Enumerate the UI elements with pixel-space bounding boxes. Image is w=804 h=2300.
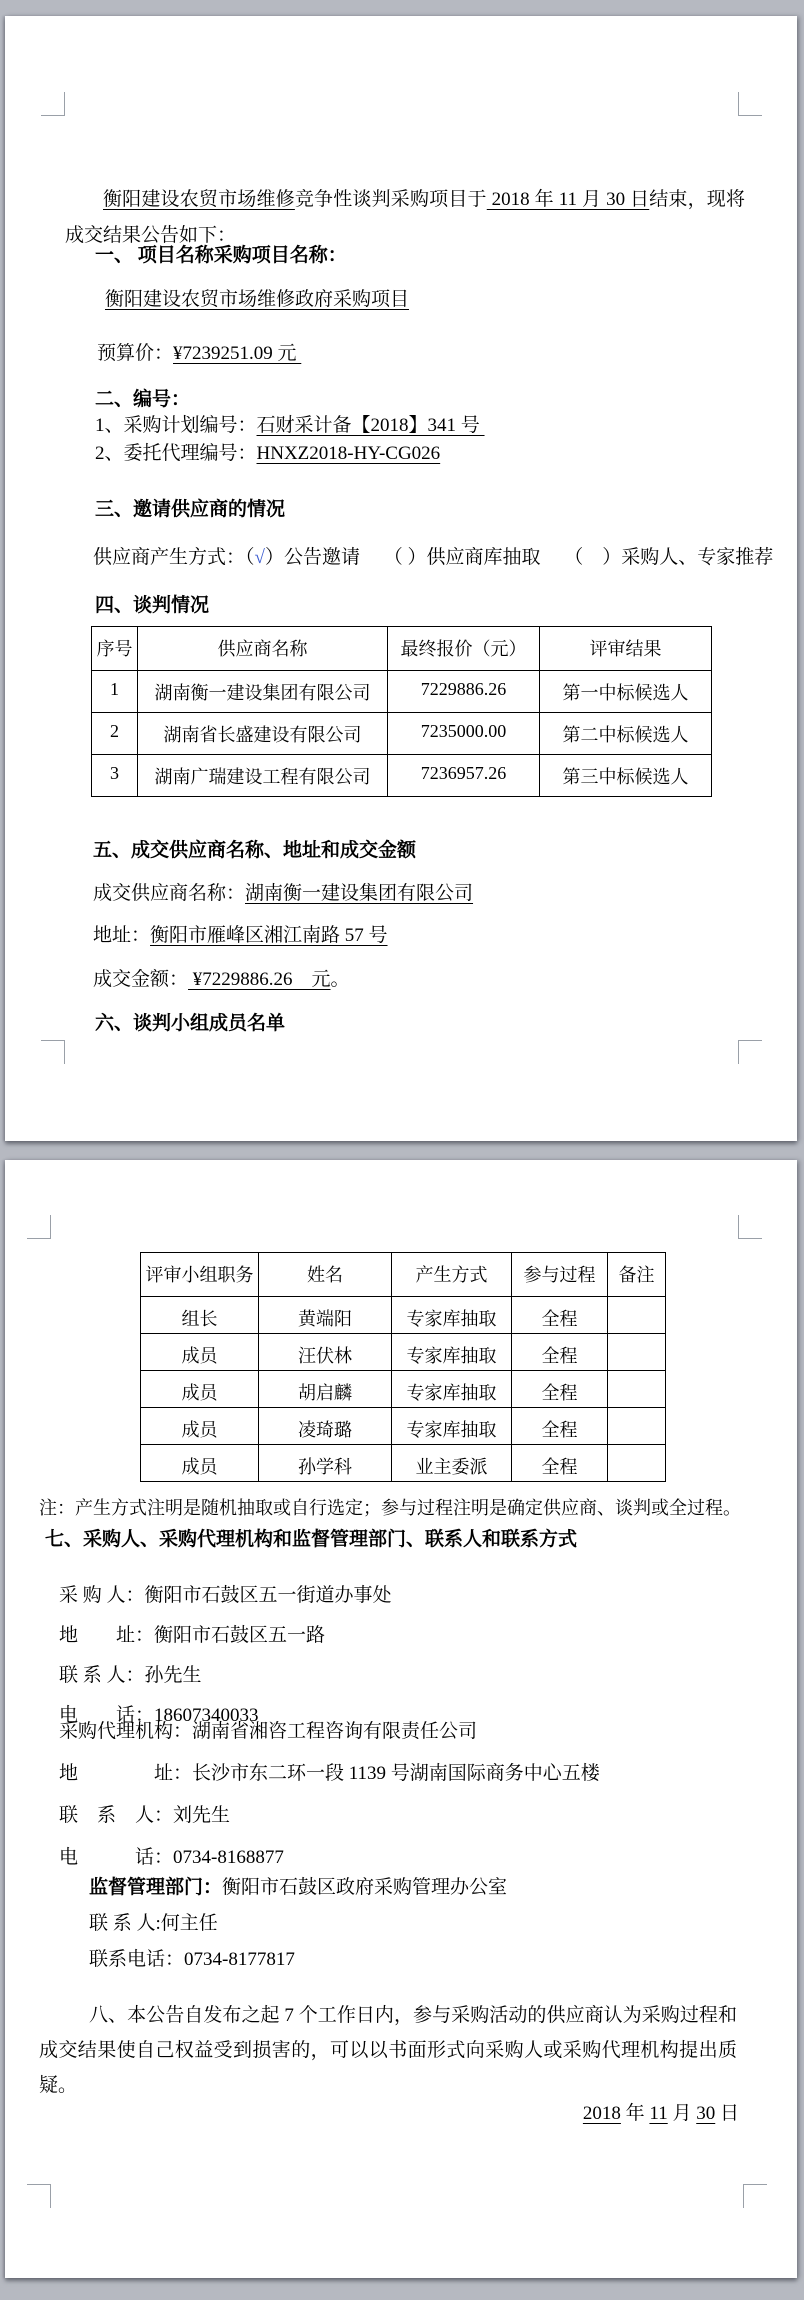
agency-phone-line: 电 话：0734-8168877 — [59, 1847, 284, 1868]
agency-number-value: HNXZ2018-HY-CG026 — [256, 443, 441, 464]
agency-name-line: 采购代理机构：湖南省湘咨工程咨询有限责任公司 — [59, 1721, 478, 1742]
table-cell: 组长 — [141, 1297, 259, 1334]
table-row — [141, 1297, 666, 1334]
table-cell: 凌琦璐 — [259, 1408, 392, 1445]
plan-number-value: 石财采计备【2018】341 号 — [256, 415, 485, 436]
column-header: 最终报价（元） — [388, 627, 540, 671]
table-cell: 7229886.26 — [388, 671, 540, 713]
table-row — [92, 713, 712, 755]
table-cell: 全程 — [512, 1334, 608, 1371]
supervisor-contact-line: 联 系 人:何主任 — [89, 1913, 218, 1934]
table-cell: 成员 — [141, 1408, 259, 1445]
date-year: 2018 — [582, 2103, 621, 2124]
table-cell: 专家库抽取 — [392, 1408, 512, 1445]
table-cell: 专家库抽取 — [392, 1371, 512, 1408]
table-cell: 1 — [92, 671, 138, 713]
intro-paragraph: 衡阳建设农贸市场维修竞争性谈判采购项目于 2018 年 11 月 30 日结束，现将成交结果公告如下： — [65, 189, 745, 246]
table-note: 注：产生方式注明是随机抽取或自行选定；参与过程注明是确定供应商、谈判或全过程。 — [39, 1498, 741, 1518]
table-cell — [608, 1408, 666, 1445]
end-date-inline: 2018 年 11 月 30 日 — [486, 189, 650, 210]
agency-number-line: 2、委托代理编号：HNXZ2018-HY-CG026 — [95, 443, 441, 464]
table-cell: 3 — [92, 755, 138, 797]
budget-value: ¥7239251.09 元 — [173, 343, 302, 364]
section1-heading: 一、 项目名称采购项目名称： — [95, 245, 347, 266]
table-cell: 全程 — [512, 1371, 608, 1408]
table-cell: 湖南广瑞建设工程有限公司 — [138, 755, 388, 797]
supervisor-value: 衡阳市石鼓区政府采购管理办公室 — [222, 1877, 508, 1898]
budget-line — [97, 342, 301, 366]
table-cell: 成员 — [141, 1445, 259, 1482]
project-name: 衡阳建设农贸市场维修政府采购项目 — [105, 289, 410, 310]
section6-heading: 六、谈判小组成员名单 — [95, 1013, 286, 1034]
crop-mark-bottom-left-icon — [41, 1040, 65, 1064]
crop-mark-top-right-icon — [738, 92, 762, 116]
section7-heading: 七、采购人、采购代理机构和监督管理部门、联系人和联系方式 — [45, 1529, 578, 1550]
table-cell: 第三中标候选人 — [540, 755, 712, 797]
crop-mark-top-left-icon — [41, 92, 65, 116]
buyer-name-line: 采 购 人：衡阳市石鼓区五一街道办事处 — [59, 1585, 392, 1606]
table-cell: 全程 — [512, 1445, 608, 1482]
crop-mark-top-right-icon — [738, 1215, 762, 1239]
plan-number-line: 1、采购计划编号：石财采计备【2018】341 号 — [95, 415, 485, 436]
document-page-2 — [5, 1160, 797, 2278]
column-header: 姓名 — [259, 1253, 392, 1297]
negotiation-result-table — [91, 626, 712, 797]
supervisor-label: 监督管理部门： — [89, 1877, 223, 1898]
section4-heading: 四、谈判情况 — [95, 595, 210, 616]
project-name-inline: 衡阳建设农贸市场维修 — [103, 189, 295, 210]
table-cell: 专家库抽取 — [392, 1334, 512, 1371]
table-row — [92, 755, 712, 797]
column-header: 评审结果 — [540, 627, 712, 671]
table-row — [141, 1445, 666, 1482]
table-cell: 专家库抽取 — [392, 1297, 512, 1334]
supervisor-phone-line: 联系电话：0734-8177817 — [89, 1949, 295, 1970]
table-cell — [608, 1334, 666, 1371]
date-line: 2018 年 11 月 30 日 — [582, 2103, 739, 2124]
column-header: 参与过程 — [512, 1253, 608, 1297]
table-cell: 孙学科 — [259, 1445, 392, 1482]
table-cell: 成员 — [141, 1371, 259, 1408]
table-cell: 全程 — [512, 1408, 608, 1445]
document-page-1 — [5, 16, 797, 1141]
crop-mark-bottom-right-icon — [743, 2184, 767, 2208]
review-panel-table — [140, 1252, 666, 1482]
date-month: 11 — [649, 2103, 668, 2124]
table-cell: 第一中标候选人 — [540, 671, 712, 713]
agency-contact-line: 联 系 人：刘先生 — [59, 1805, 231, 1826]
table-cell: 汪伏林 — [259, 1334, 392, 1371]
buyer-contact-line: 联 系 人：孙先生 — [59, 1665, 202, 1686]
column-header: 产生方式 — [392, 1253, 512, 1297]
budget-label: 预算价： — [97, 343, 174, 364]
table-cell: 7235000.00 — [388, 713, 540, 755]
supplier-method-line: 供应商产生方式：（√）公告邀请 （ ）供应商库抽取 （ ）采购人、专家推荐 — [93, 547, 774, 568]
crop-mark-bottom-right-icon — [738, 1040, 762, 1064]
buyer-address-line: 地 址：衡阳市石鼓区五一路 — [59, 1625, 326, 1646]
address-line: 地址：衡阳市雁峰区湘江南路 57 号 — [93, 925, 388, 946]
crop-mark-top-left-icon — [27, 1215, 51, 1239]
table-cell: 第二中标候选人 — [540, 713, 712, 755]
column-header: 供应商名称 — [138, 627, 388, 671]
table-cell: 胡启麟 — [259, 1371, 392, 1408]
section5-heading: 五、成交供应商名称、地址和成交金额 — [93, 840, 417, 861]
crop-mark-bottom-left-icon — [27, 2184, 51, 2208]
table-row — [141, 1408, 666, 1445]
date-day: 30 — [696, 2103, 716, 2124]
table-cell: 黄端阳 — [259, 1297, 392, 1334]
column-header: 备注 — [608, 1253, 666, 1297]
column-header: 评审小组职务 — [141, 1253, 259, 1297]
table-cell: 成员 — [141, 1334, 259, 1371]
winner-name: 湖南衡一建设集团有限公司 — [245, 883, 474, 904]
winner-line: 成交供应商名称：湖南衡一建设集团有限公司 — [93, 883, 474, 904]
table-cell: 7236957.26 — [388, 755, 540, 797]
table-row — [141, 1371, 666, 1408]
column-header: 序号 — [92, 627, 138, 671]
complaint-paragraph: 八、本公告自发布之起 7 个工作日内，参与采购活动的供应商认为采购过程和成交结果使自己权益受到损害的，可以以书面形式向采购人或采购代理机构提出质疑。 — [39, 2005, 737, 2096]
table-cell: 业主委派 — [392, 1445, 512, 1482]
table-cell: 全程 — [512, 1297, 608, 1334]
check-mark-icon: √ — [254, 547, 265, 568]
buyer-phone-line: 电 话：18607340033 — [59, 1705, 259, 1726]
table-row — [141, 1334, 666, 1371]
section2-heading: 二、编号： — [95, 389, 191, 410]
section3-heading: 三、邀请供应商的情况 — [95, 499, 286, 520]
table-row — [92, 671, 712, 713]
table-cell: 湖南省长盛建设有限公司 — [138, 713, 388, 755]
table-cell — [608, 1371, 666, 1408]
table-cell — [608, 1297, 666, 1334]
table-cell — [608, 1445, 666, 1482]
agency-address-line: 地 址：长沙市东二环一段 1139 号湖南国际商务中心五楼 — [59, 1763, 600, 1784]
supervisor-line — [89, 1876, 507, 1900]
deal-amount: ¥7229886.26 元 — [188, 969, 331, 990]
winner-address: 衡阳市雁峰区湘江南路 57 号 — [150, 925, 388, 946]
table-cell: 2 — [92, 713, 138, 755]
amount-line: 成交金额： ¥7229886.26 元。 — [93, 969, 350, 990]
table-cell: 湖南衡一建设集团有限公司 — [138, 671, 388, 713]
